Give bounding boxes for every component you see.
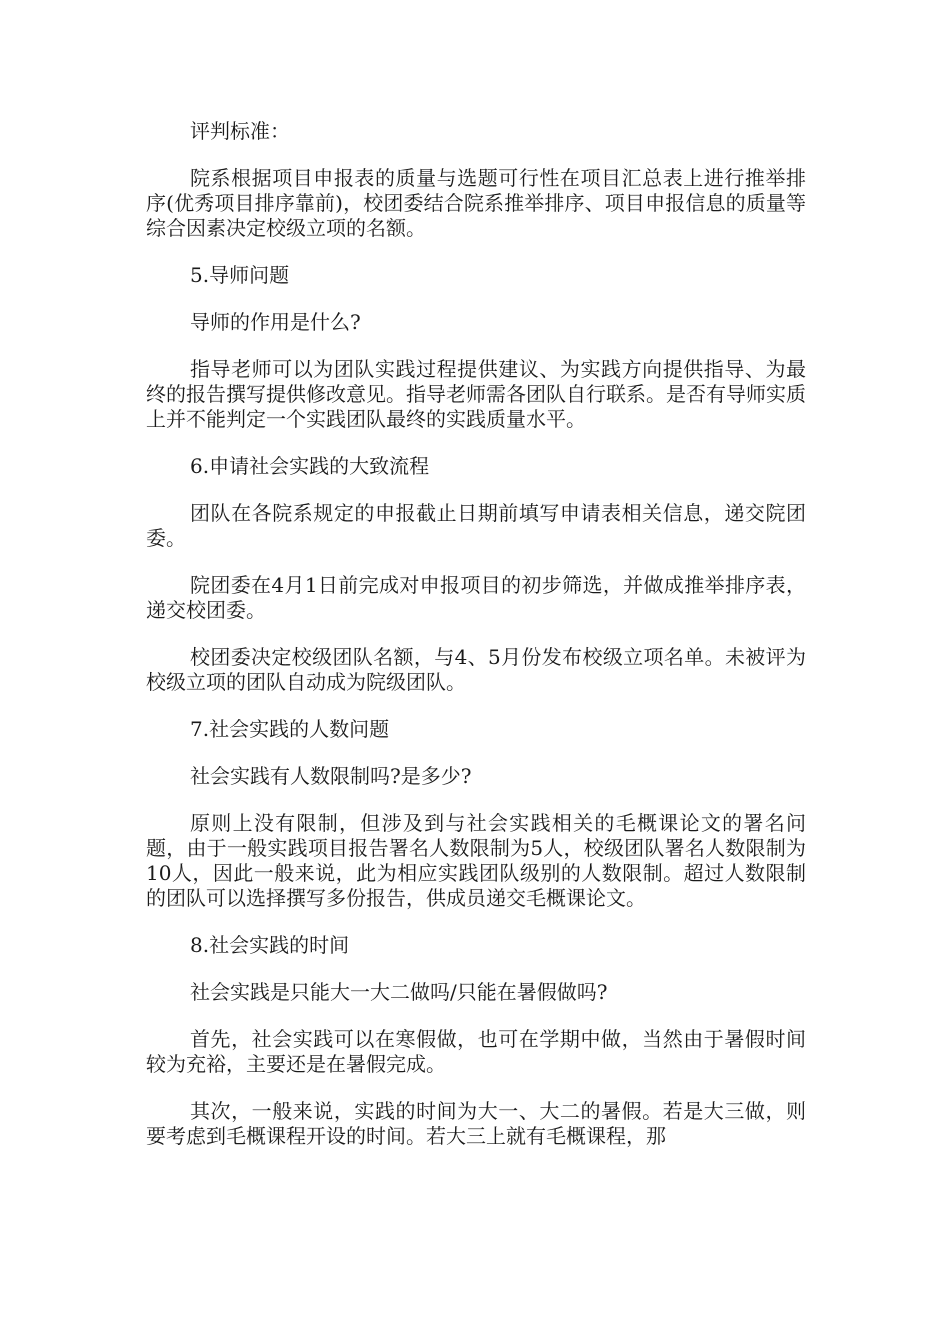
paragraph-process-step-2: 院团委在4月1日前完成对申报项目的初步筛选，并做成推举排序表，递交校团委。 bbox=[146, 573, 806, 622]
paragraph-timing-second: 其次，一般来说，实践的时间为大一、大二的暑假。若是大三做，则要考虑到毛概课程开设的时间。若大三上就有毛概课程，那 bbox=[146, 1099, 806, 1148]
question-team-size: 社会实践有人数限制吗?是多少? bbox=[190, 764, 472, 788]
paragraph-process-step-1: 团队在各院系规定的申报截止日期前填写申请表相关信息，递交院团委。 bbox=[146, 501, 806, 550]
question-timing: 社会实践是只能大一大二做吗/只能在暑假做吗? bbox=[190, 980, 608, 1004]
paragraph-mentor-answer: 指导老师可以为团队实践过程提供建议、为实践方向提供指导、为最终的报告撰写提供修改意见。指导老师需各团队自行联系。是否有导师实质上并不能判定一个实践团队最终的实践质量水平。 bbox=[146, 357, 806, 431]
paragraph-team-size-answer: 原则上没有限制，但涉及到与社会实践相关的毛概课论文的署名问题，由于一般实践项目报告署名人数限制为5人，校级团队署名人数限制为10人，因此一般来说，此为相应实践团队级别的人数限制。超过人数限制的团队可以选择撰写多份报告，供成员递交毛概课论文。 bbox=[146, 811, 806, 910]
section-heading-timing: 8.社会实践的时间 bbox=[190, 933, 350, 957]
paragraph-process-step-3: 校团委决定校级团队名额，与4、5月份发布校级立项名单。未被评为校级立项的团队自动成为院级团队。 bbox=[146, 645, 806, 694]
section-heading-process: 6.申请社会实践的大致流程 bbox=[190, 454, 430, 478]
paragraph-criteria-body: 院系根据项目申报表的质量与选题可行性在项目汇总表上进行推举排序(优秀项目排序靠前)，校团委结合院系推举排序、项目申报信息的质量等综合因素决定校级立项的名额。 bbox=[146, 166, 806, 240]
question-mentor-role: 导师的作用是什么? bbox=[190, 310, 361, 334]
paragraph-criteria-heading: 评判标准： bbox=[190, 119, 290, 143]
paragraph-timing-first: 首先，社会实践可以在寒假做，也可在学期中做，当然由于暑假时间较为充裕，主要还是在暑假完成。 bbox=[146, 1027, 806, 1076]
section-heading-team-size: 7.社会实践的人数问题 bbox=[190, 717, 390, 741]
document-body bbox=[146, 119, 806, 1171]
section-heading-mentor: 5.导师问题 bbox=[190, 263, 290, 287]
